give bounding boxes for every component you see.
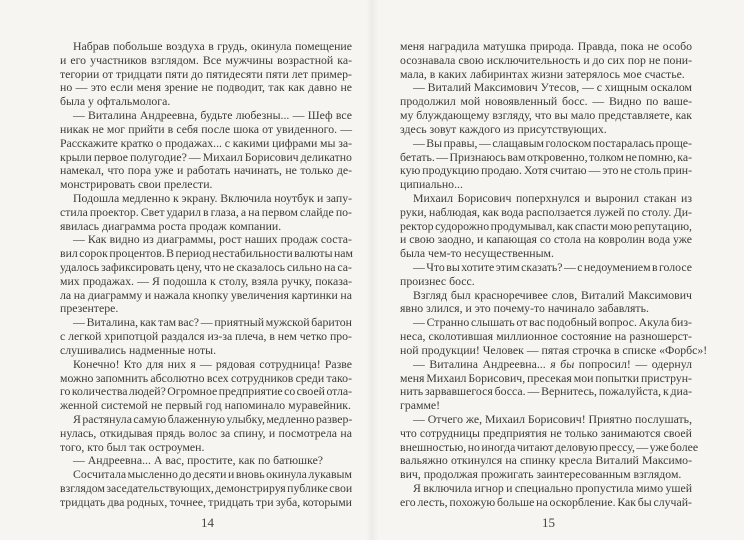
text-line: го количества людей? Огромное предприятие со своей отла- bbox=[60, 384, 353, 399]
text-line: Я растянула самую блаженную улыбку, медленно развер- bbox=[73, 411, 353, 426]
text-line: Расскажите кратко о продажах... с какими цифрами мы за- bbox=[60, 135, 353, 150]
text-line: — Андреевна... А вас, простите, как по батюшке? bbox=[73, 453, 324, 468]
paragraph bbox=[400, 192, 692, 261]
text-line: му блуждающему взгляду, что вы мало представляете, как bbox=[400, 108, 692, 123]
text-line: Конечно! Кто для них я — рядовая сотрудница! Разве bbox=[73, 356, 353, 371]
text-line: мих продажах. — Я подошла к столу, взяла ручку, показа- bbox=[60, 273, 353, 288]
paragraph bbox=[60, 316, 352, 357]
text-line: — Вы правы, — слащавым голоском постаралась проще- bbox=[413, 135, 692, 150]
text-line: слушивались надменные ноты. bbox=[60, 342, 217, 357]
paragraph bbox=[60, 358, 352, 413]
text-line: — Виталина Андреевна, будьте любезны... — Шеф все bbox=[73, 108, 352, 123]
text-line: продолжил мой новоявленный босс. — Видно по ваше- bbox=[400, 94, 693, 109]
text-line: грамме! bbox=[400, 398, 441, 413]
text-line: с легкой хрипотцой раздался из-за плеча, в нем четко про- bbox=[60, 329, 352, 344]
text-line: стила проектор. Свет ударил в глаза, а на первом слайде по- bbox=[60, 204, 352, 219]
text-line: ной продукции! Человек — пятая строчка в списке «Форбс»! bbox=[400, 342, 708, 357]
text-line: Михаил Борисович поперхнулся и выронил стакан из bbox=[413, 190, 692, 205]
text-line: нить зарвавшегося босса. — Вернитесь, пожалуйста, к диа- bbox=[400, 384, 693, 399]
text-line: монстрировать свои прелести. bbox=[60, 177, 213, 192]
paragraph bbox=[60, 192, 352, 233]
paragraph bbox=[400, 315, 708, 357]
text-line: мала, в каких лабиринтах жизни затерялось мое счастье. bbox=[400, 66, 685, 81]
text-line: Сосчитала мысленно до десяти и вновь окинула лукавым bbox=[73, 467, 352, 482]
text-line: женной системой не первый год напоминало муравейник. bbox=[60, 398, 351, 413]
text-line: тридцать два родных, точнее, тридцать три зуба, которыми bbox=[60, 494, 352, 509]
italic-text: я бы bbox=[550, 356, 575, 371]
text-line: — Отчего же, Михаил Борисович! Приятно послушать, bbox=[413, 411, 693, 426]
text-line: руки, наблюдая, как вода расползается лужей по столу. Ди- bbox=[400, 204, 692, 219]
paragraph bbox=[400, 81, 692, 136]
text-line: здесь зовут каждого из присутствующих. bbox=[400, 121, 607, 136]
text-line: явилась диаграмма роста продаж компании. bbox=[60, 218, 282, 233]
text-line: вил сорок процентов. В период нестабильности валюты нам bbox=[60, 246, 353, 261]
text-line: ректор судорожно продумывал, как спасти мою репутацию, bbox=[400, 218, 692, 233]
text-line: вальяжно откинулся на спинку кресла Виталий Максимо- bbox=[400, 453, 692, 468]
text-line: вич, продолжая прожигать заинтересованным взглядом. bbox=[400, 467, 682, 482]
text-line: была чем-то несущественным. bbox=[400, 246, 554, 261]
text-line: бетать. — Признаюсь вам откровенно, толком не помню, ка- bbox=[400, 149, 693, 164]
text-line: — Что вы хотите этим сказать? — с недоумением в голосе bbox=[413, 260, 692, 274]
paragraph bbox=[400, 482, 692, 510]
text-line: что сотрудницы предприятия не только занимаются своей bbox=[400, 425, 692, 440]
text-line: осознавала свою исключительность и до сих пор не пони- bbox=[400, 52, 693, 67]
paragraph bbox=[400, 261, 692, 289]
text-line: его лесть, похожую больше на оскорбление. Как бы случай- bbox=[400, 494, 692, 509]
right-page-text bbox=[400, 39, 708, 510]
text-line: того, кто был так остроумен. bbox=[60, 439, 205, 454]
text-segment: — Виталина Андреевна... bbox=[413, 356, 551, 371]
text-line: была у офтальмолога. bbox=[60, 94, 171, 109]
paragraph bbox=[60, 109, 352, 192]
text-line: удалось зафиксировать цену, что не сказалось сильно на са- bbox=[60, 260, 352, 274]
page-number-right: 15 bbox=[542, 515, 555, 530]
paragraph bbox=[60, 454, 352, 468]
paragraph bbox=[400, 289, 692, 317]
text-line: — Как видно из диаграммы, рост наших продаж соста- bbox=[73, 232, 352, 247]
text-line: — Виталина, как там вас? — приятный мужской баритон bbox=[73, 315, 352, 330]
text-line: ципиально... bbox=[400, 177, 463, 192]
text-line: внешностью, но иногда читают деловую прессу, — уже более bbox=[400, 439, 699, 454]
paragraph bbox=[400, 137, 692, 192]
text-line: Подошла медленно к экрану. Включила ноутбук и запу- bbox=[73, 190, 353, 205]
paragraph bbox=[60, 40, 352, 109]
text-line: Я включила игнор и специально пропустила мимо ушей bbox=[413, 481, 693, 495]
book-gutter bbox=[366, 0, 378, 540]
text-line: — Странно слышать от вас подобный вопрос. Акула биз- bbox=[413, 315, 692, 330]
text-line: крыли первое полугодие? — Михаил Борисович деликатно bbox=[60, 149, 352, 164]
text-line: намекал, что пора уже и работать начинать, не только де- bbox=[60, 163, 353, 178]
text-line: явно злился, и это почему-то начинало забавлять. bbox=[400, 301, 649, 316]
paragraph bbox=[60, 413, 352, 454]
text-line: кую продукцию продаю. Хотя считаю — это не столь прин- bbox=[400, 163, 693, 178]
text-line: но — это если меня зрение не подводит, так как давно не bbox=[60, 80, 353, 95]
text-line: нулась, откидывая прядь волос за спину, и посмотрела на bbox=[60, 425, 352, 440]
left-page-text bbox=[60, 40, 352, 510]
paragraph bbox=[400, 411, 699, 482]
text-line: и свою заодно, и капающая со стола на ковролин вода уже bbox=[400, 232, 693, 247]
paragraph bbox=[60, 468, 352, 509]
text-line: произнес босс. bbox=[400, 273, 475, 288]
text-line: и его участников взглядом. Все мужчины возрастной ка- bbox=[60, 52, 353, 67]
text-line: ла на диаграмму и нажала кнопку увеличения картинки на bbox=[60, 287, 352, 302]
text-line: меня Михаил Борисович, пресекая мои попытки приструн- bbox=[400, 370, 692, 385]
text-line: — Виталий Максимович Утесов, — с хищным оскалом bbox=[413, 80, 692, 95]
text-line: презентере. bbox=[60, 301, 119, 316]
text-line: неса, сколотившая миллионное состояние на разношерст- bbox=[400, 329, 692, 344]
text-line: можно запомнить абсолютно всех сотрудников среди тако- bbox=[60, 370, 353, 385]
text-line bbox=[400, 358, 692, 372]
page-number-left: 14 bbox=[201, 515, 214, 530]
paragraph bbox=[60, 233, 352, 316]
text-line: тегории от тридцати пяти до пятидесяти пяти лет пример- bbox=[60, 66, 352, 81]
paragraph bbox=[400, 40, 692, 81]
text-line: меня наградила матушка природа. Правда, пока не особо bbox=[400, 39, 693, 53]
text-line: взглядом заседательствующих, демонстрируя публике свои bbox=[60, 481, 353, 495]
paragraph bbox=[400, 358, 692, 413]
text-line: Взгляд был красноречивее слов, Виталий Максимович bbox=[413, 287, 692, 302]
text-line: Набрав побольше воздуха в грудь, окинула помещение bbox=[73, 39, 352, 53]
text-line: никак не мог прийти в себя после шока от увиденного. — bbox=[60, 121, 352, 136]
text-segment: попросил! — одернул bbox=[574, 356, 692, 371]
